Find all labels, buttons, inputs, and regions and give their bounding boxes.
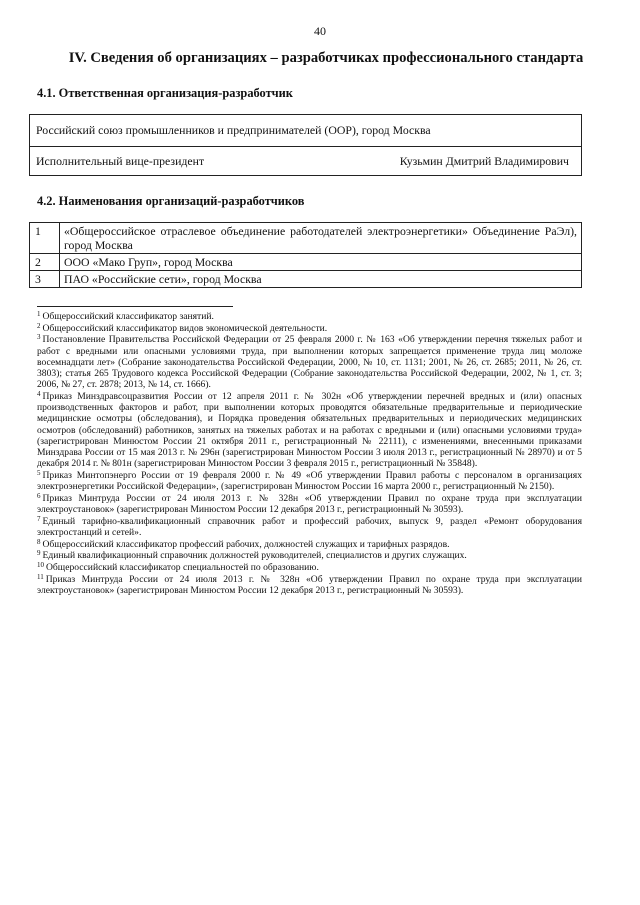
footnote-text: Приказ Минтруда России от 24 июля 2013 г. № 328н «Об утверждении Правил по охране труда при эксплуатации электроустановок» (зарегистрирован Минюстом России 12 декабря 2013 г., регистрационный № 30593). <box>37 573 582 596</box>
footnote-mark: 10 <box>37 560 44 569</box>
footnote <box>37 323 582 334</box>
organization-name: «Общероссийское отраслевое объединение работодателей электроэнергетики» Объединение РаЭл), город Москва <box>60 223 582 254</box>
signatory-row <box>30 147 582 176</box>
footnote-mark: 3 <box>37 333 41 342</box>
footnote-text: Общероссийский классификатор специальностей по образованию. <box>46 561 319 573</box>
organization-name: ПАО «Российские сети», город Москва <box>60 271 582 288</box>
signatory-name: Кузьмин Дмитрий Владимирович <box>399 153 569 168</box>
table-row <box>30 271 582 288</box>
footnote-text: Приказ Минтруда России от 24 июля 2013 г. № 328н «Об утверждении Правил по охране труда при эксплуатации электроустановок» (зарегистрирован Минюстом России 12 декабря 2013 г., регистрационный № 30593). <box>37 492 582 515</box>
footnote-separator <box>37 306 233 307</box>
footnote-mark: 11 <box>37 572 44 581</box>
signatory-cell <box>30 147 582 176</box>
organization-row <box>30 115 582 147</box>
footnote <box>37 334 582 390</box>
footnote-mark: 7 <box>37 514 41 523</box>
footnote <box>37 391 582 469</box>
section-title: IV. Сведения об организациях – разработчиках профессионального стандарта <box>68 50 584 66</box>
footnote <box>37 550 582 561</box>
table-row <box>30 223 582 254</box>
footnote-mark: 8 <box>37 537 41 546</box>
footnote <box>37 539 582 550</box>
footnote-text: Общероссийский классификатор видов экономической деятельности. <box>42 322 328 334</box>
subsection-42-title: 4.2. Наименования организаций-разработчиков <box>37 194 305 208</box>
footnotes <box>37 311 582 597</box>
footnote-text: Приказ Минтопэнерго России от 19 февраля 2000 г. № 49 «Об утверждении Правил работы с персоналом в организациях электроэнергетики Российской Федерации», (зарегистрирован Минюстом России 16 марта 2000 г., регистрационный № 2150). <box>37 469 582 493</box>
responsible-organization-table <box>29 114 582 176</box>
footnote-text: Приказ Минздравсоцразвития России от 12 апреля 2011 г. № 302н «Об утверждении перечней вредных и (или) опасных производственных факторов и работ, при выполнении которых проводятся обязательные предварительные и периодические медицинские осмотры (обследования), и Порядка проведения обязательных предварительных и периодических медицинских осмотров (обследований) работников, занятых на тяжелых работах и на работах с вредными и (или) опасными условиями труда» (зарегистрирован Минюстом России 21 октября 2011 г., регистрационный № 22111), с изменениями, внесенными приказами Минздрава России от 15 мая 2013 г. № 296н (зарегистрирован Минюстом России 3 июля 2013 г., регистрационный № 28970) и от 5 декабря 2014 г. № 801н (зарегистрирован Минюстом России 3 февраля 2015 г., регистрационный № 35848). <box>37 390 582 470</box>
footnote-mark: 9 <box>37 549 41 558</box>
footnote-mark: 4 <box>37 389 41 398</box>
footnote-mark: 5 <box>37 468 41 477</box>
footnote <box>37 574 582 596</box>
signatory-position: Исполнительный вице-президент <box>36 153 205 168</box>
footnote-text: Единый тарифно-квалификационный справочник работ и профессий рабочих, выпуск 9, раздел «Ремонт оборудования электростанций и сетей». <box>37 515 582 538</box>
row-number: 2 <box>30 254 60 271</box>
developer-organizations-table <box>29 222 582 288</box>
footnote-text: Единый квалификационный справочник должностей руководителей, специалистов и других служащих. <box>42 550 467 562</box>
table-row <box>30 254 582 271</box>
footnote-text: Постановление Правительства Российской Федерации от 25 февраля 2000 г. № 163 «Об утверждении перечня тяжелых работ и работ с вредными или опасными условиями труда, при выполнении которых запрещается применение труда лиц моложе восемнадцати лет» (Собрание законодательства Российской Федерации, 2000, № 10, ст. 1131; 2001, № 26, ст. 2685; 2011, № 26, ст. 3803); статья 265 Трудового кодекса Российской Федерации (Собрание законодательства Российской Федерации, 2002, № 1, ст. 3; 2006, № 27, ст. 2878; 2013, № 14, ст. 1666). <box>37 334 582 391</box>
footnote <box>37 493 582 515</box>
row-number: 1 <box>30 223 60 254</box>
footnote <box>37 470 582 492</box>
footnote-mark: 1 <box>37 310 41 318</box>
footnote <box>37 311 582 322</box>
row-number: 3 <box>30 271 60 288</box>
footnote <box>37 562 582 573</box>
footnote-mark: 6 <box>37 491 41 500</box>
organization-name: ООО «Мако Груп», город Москва <box>60 254 582 271</box>
footnote-text: Общероссийский классификатор занятий. <box>42 311 214 322</box>
footnote-mark: 2 <box>37 321 41 330</box>
organization-name: Российский союз промышленников и предпринимателей (ООР), город Москва <box>30 115 582 147</box>
page-number: 40 <box>314 24 326 38</box>
footnote <box>37 516 582 538</box>
footnote-text: Общероссийский классификатор профессий рабочих, должностей служащих и тарифных разрядов. <box>42 538 450 550</box>
subsection-41-title: 4.1. Ответственная организация-разработчик <box>37 86 293 100</box>
